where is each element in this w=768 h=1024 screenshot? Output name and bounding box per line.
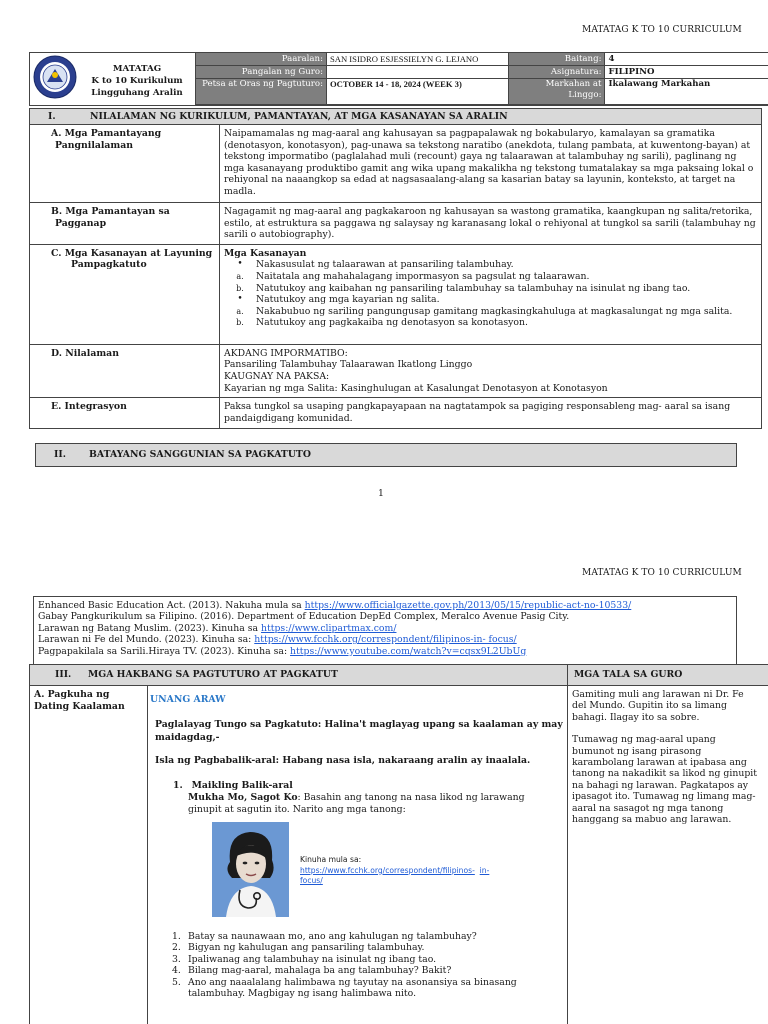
reference-link[interactable]: https://www.clipartmax.com/: [261, 622, 397, 634]
row-a-label: [30, 125, 220, 203]
markahan-value: Ikalawang Markahan: [605, 79, 768, 105]
question-text: Bilang mag-aaral, mahalaga ba ang talambuhay? Bakit?: [188, 965, 452, 977]
question-number: 1.: [172, 931, 181, 942]
info-table: [195, 52, 768, 105]
review-title: Maikling Balik-aral: [191, 780, 293, 791]
section-2-num: II.: [54, 449, 66, 460]
question-item: [172, 954, 562, 965]
row-d-label-text: D. Nilalaman: [51, 347, 119, 359]
skill-text: Nakabubuo ng sariling pangungusap gamitang magkasingkahuluga at magkasalungat ng mga salita.: [256, 305, 733, 317]
markahan-label-2: Linggo:: [568, 90, 602, 100]
column-divider: [567, 665, 568, 685]
question-text: Ipaliwanag ang talambuhay na isinulat ng ibang tao.: [188, 953, 437, 965]
page-number: 1: [378, 488, 384, 499]
skill-marker: a.: [236, 306, 244, 316]
skill-item: [224, 306, 757, 318]
d-line-1: AKDANG IMPORMATIBO:: [224, 347, 348, 359]
row-c-label-2: Pampagkatuto: [71, 259, 147, 271]
step-a-label-2: Dating Kaalaman: [34, 701, 125, 712]
reference-link[interactable]: https://www.officialgazette.gov.ph/2013/05/15/republic-act-no-10533/: [304, 600, 632, 611]
reference-text: Larawan ni Fe del Mundo. (2023). Kinuha sa:: [38, 634, 255, 646]
review-block: [173, 780, 558, 815]
section-3-title: MGA HAKBANG SA PAGTUTURO AT PAGKATUT: [88, 669, 338, 680]
question-text: Batay sa naunawaan mo, ano ang kahulugan ng talambuhay?: [188, 931, 477, 942]
row-d-label: [30, 344, 220, 397]
skills-list: [224, 259, 757, 329]
reference-text: Gabay Pangkurikulum sa Filipino. (2016). Department of Education DepEd Complex, Meralco Avenue Pasig City.: [38, 611, 570, 623]
review-num: 1.: [173, 780, 183, 791]
curriculum-header-2: MATATAG K TO 10 CURRICULUM: [582, 568, 742, 578]
question-number: 3.: [172, 953, 181, 965]
notes-divider: [567, 685, 568, 1024]
skill-text: Natutukoy ang kaibahan ng pansariling talambuhay sa talambuhay na isinulat ng ibang tao.: [256, 282, 691, 294]
baitang-label: Baitang:: [508, 53, 605, 66]
row-e-text: Paksa tungkol sa usaping pangkapayapaan na nagtatampok sa pagiging responsableng mag- aaral sa isang pandaigdigang komunidad.: [220, 398, 762, 429]
skill-marker: b.: [236, 318, 244, 328]
teacher-notes: [572, 689, 758, 825]
question-item: [172, 931, 562, 942]
row-a-label-2: Pangnilalaman: [55, 139, 134, 151]
skill-text: Natutukoy ang mga kayarian ng salita.: [256, 294, 440, 306]
section-1-header: [29, 108, 762, 125]
asignatura-value: FILIPINO: [605, 66, 768, 79]
title-line-2: K to 10 Kurikulum: [91, 76, 183, 86]
mukha-text: : Basahin ang tanong na nasa likod ng larawang ginupit at sagutin ito. Narito ang mga tanong:: [188, 791, 525, 815]
section-2-title: BATAYANG SANGGUNIAN SA PAGKATUTO: [89, 449, 311, 460]
markahan-label-1: Markahan at: [545, 79, 602, 89]
fe-del-mundo-portrait: [212, 822, 289, 917]
petsa-value: OCTOBER 14 - 18, 2024 (WEEK 3): [326, 79, 508, 105]
curriculum-header: MATATAG K TO 10 CURRICULUM: [582, 25, 742, 35]
question-number: 2.: [172, 942, 181, 954]
d-line-3: KAUGNAY NA PAKSA:: [224, 370, 330, 382]
row-b-label-1: B. Mga Pamantayan sa: [51, 206, 170, 217]
skill-text: Natutukoy ang pagkakaiba ng denotasyon sa konotasyon.: [256, 317, 528, 329]
guro-label: Pangalan ng Guro:: [196, 66, 327, 79]
paaralan-label: Paaralan:: [196, 53, 327, 66]
question-number: 4.: [172, 965, 181, 977]
markahan-label: [508, 79, 605, 105]
reference-item: [38, 623, 732, 634]
skill-item: [224, 259, 757, 271]
lesson-header-box: [29, 52, 768, 106]
question-number: 5.: [172, 976, 181, 988]
step-a-label-1: A. Pagkuha ng: [34, 689, 110, 700]
reference-link[interactable]: https://www.fcchk.org/correspondent/filipinos-in- focus/: [254, 634, 517, 646]
skill-marker: •: [237, 294, 243, 305]
section-1-num: I.: [48, 111, 56, 122]
petsa-label: Petsa at Oras ng Pagtuturo:: [196, 79, 327, 105]
voyage-text: Paglalayag Tungo sa Pagkatuto: Halina't maglayag upang sa kaalaman ay may maidagdag,-: [155, 719, 563, 743]
row-c-content: [220, 244, 762, 344]
deped-seal-icon: [33, 55, 77, 99]
row-e-label: [30, 398, 220, 429]
notes-header: MGA TALA SA GURO: [574, 669, 683, 680]
reference-text: Larawan ng Batang Muslim. (2023). Kinuha sa: [38, 622, 262, 634]
reference-item: [38, 600, 732, 611]
title-line-3: Lingguhang Aralin: [91, 88, 183, 98]
mukha-label: Mukha Mo, Sagot Ko: [188, 791, 298, 803]
row-d-content: [220, 344, 762, 397]
reference-text: Enhanced Basic Education Act. (2013). Nakuha mula sa: [38, 600, 305, 611]
skill-text: Nakasusulat ng talaarawan at pansariling talambuhay.: [256, 259, 514, 271]
section-3-header: [29, 664, 768, 686]
skill-text: Naitatala ang mahahalagang impormasyon sa pagsulat ng talaarawan.: [256, 270, 590, 282]
reference-item: [38, 611, 732, 622]
row-a-label-1: A. Mga Pamantayang: [51, 128, 162, 139]
image-caption-block: [300, 855, 489, 887]
image-link-1[interactable]: https://www.fcchk.org/correspondent/filipinos-: [300, 865, 475, 875]
row-b-text: Nagagamit ng mag-aaral ang pagkakaroon ng kahusayan sa wastong gramatika, kaangkupan ng salita/retorika, estilo, at estruktura sa paggawa ng salaysay ng karanasang lokal o rehiyonal at tungkol sa sarili (talambuhay ng sarili o autobiography).: [220, 203, 762, 245]
row-c-label-1: C. Mga Kasanayan at Layuning: [51, 247, 213, 259]
section-1-title: NILALAMAN NG KURIKULUM, PAMANTAYAN, AT MGA KASANAYAN SA ARALIN: [90, 111, 508, 122]
note-1: Gamiting muli ang larawan ni Dr. Fe del Mundo. Gupitin ito sa limang bahagi. Ilagay ito sa sobre.: [572, 689, 744, 723]
title-line-1: MATATAG: [112, 64, 162, 74]
skill-marker: b.: [236, 283, 244, 293]
questions-list: [172, 931, 562, 999]
row-e-label-text: E. Integrasyon: [51, 401, 127, 413]
reference-item: [38, 634, 732, 645]
question-item: [172, 977, 562, 1000]
row-c-label: [30, 244, 220, 344]
row-c-heading: Mga Kasanayan: [224, 247, 307, 259]
d-line-2: Pansariling Talambuhay Talaarawan Ikatlong Linggo: [224, 359, 473, 371]
image-caption: Kinuha mula sa:: [300, 855, 362, 864]
row-b-label-2: Pagganap: [55, 217, 107, 229]
guro-value: [326, 66, 508, 79]
row-b-label: [30, 203, 220, 245]
skill-item: [224, 271, 757, 283]
island-text: Isla ng Pagbabalik-aral: Habang nasa isla, nakaraang aralin ay inaalala.: [155, 755, 531, 766]
question-item: [172, 965, 562, 976]
asignatura-label: Asignatura:: [508, 66, 605, 79]
skill-item: [224, 317, 757, 329]
references-list: [38, 600, 732, 657]
question-text: Ano ang naaalalang halimbawa ng tayutay na asonansiya sa binasang talambuhay. Magbigay ng isang halimbawa nito.: [188, 976, 517, 1000]
skill-marker: a.: [236, 271, 244, 281]
question-text: Bigyan ng kahulugan ang pansariling talambuhay.: [188, 942, 425, 954]
note-2: Tumawag ng mag-aaral upang bumunot ng isang pirasong karambolang larawan at ipabasa ang tanong na nakadikit sa likod ng ginupit na bahagi ng larawan. Pagkatapos ay ipasagot ito. Tumawag ng limang mag- aaral na sasagot ng mga tanong hanggang sa mabuo ang larawan.: [572, 734, 757, 826]
question-item: [172, 942, 562, 953]
reference-link[interactable]: https://www.youtube.com/watch?v=cqsx9L2UbUg: [290, 645, 527, 657]
day-label: UNANG ARAW: [150, 694, 226, 705]
reference-item: [38, 646, 732, 657]
label-divider: [147, 685, 148, 1024]
image-link-3[interactable]: focus/: [300, 876, 323, 885]
skill-item: [224, 283, 757, 295]
baitang-value: 4: [605, 53, 768, 66]
skill-marker: •: [237, 259, 243, 270]
paaralan-value: SAN ISIDRO ESJESSIELYN G. LEJANO: [326, 53, 508, 66]
section-2-header: [35, 443, 737, 467]
d-line-4: Kayarian ng mga Salita: Kasinghulugan at Kasalungat Denotasyon at Konotasyon: [224, 382, 608, 394]
skill-item: [224, 294, 757, 306]
section-3-num: III.: [55, 669, 72, 680]
image-link-2[interactable]: in-: [479, 865, 490, 875]
section-1-table: [29, 124, 762, 429]
step-a-label: [34, 689, 144, 713]
references-box: [33, 596, 737, 666]
reference-text: Pagpapakilala sa Sarili.Hiraya TV. (2023). Kinuha sa:: [38, 645, 291, 657]
row-a-text: Naipamamalas ng mag-aaral ang kahusayan sa pagpapalawak ng bokabularyo, kamalayan sa gramatika (denotasyon, konotasyon), pag-unawa sa tekstong naratibo (anekdota, tulang pambata, at kuwentong-bayan) at tekstong impormatibo (paglalahad muli (recount) gaya ng talaarawan at talambuhay ng sarili), paglinang ng mga kasanayang produktibo gamit ang wika upang makalikha ng tekstong tumatalakay sa mga paksaing lokal o rehiyonal na naaangkop sa edad at nagsasaalang-alang sa kasarian batay sa layunin, konteksto, at target na madla.: [220, 125, 762, 203]
title-block: [78, 63, 196, 99]
